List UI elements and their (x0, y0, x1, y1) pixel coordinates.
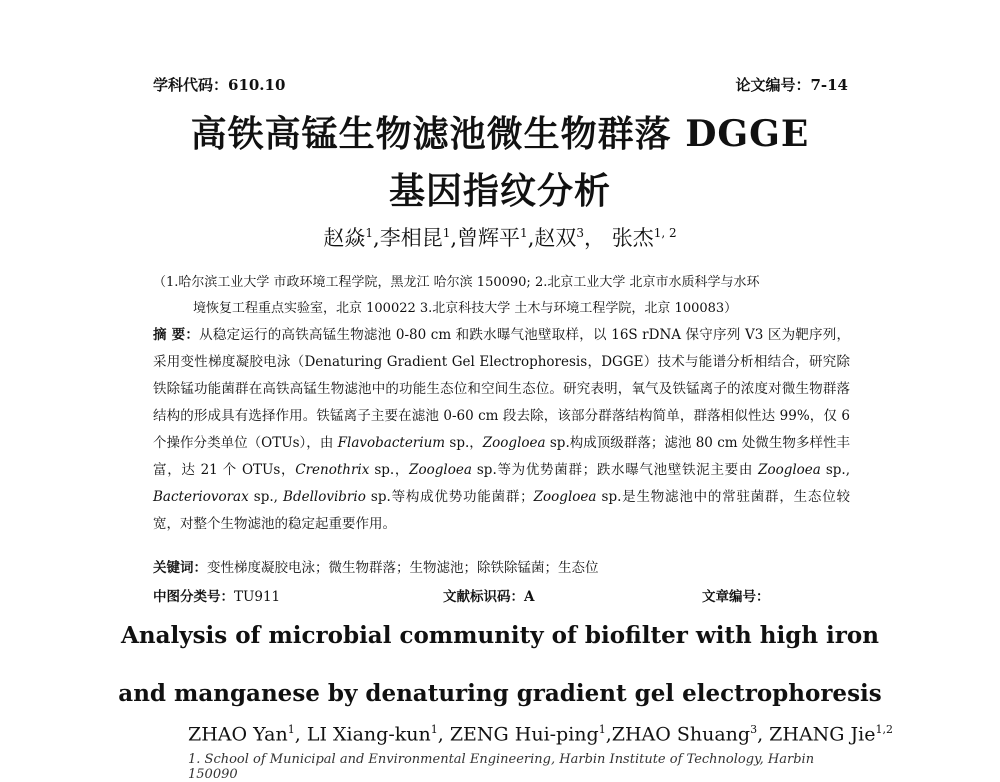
keywords-text: 变性梯度凝胶电泳；微生物群落；生物滤池；除铁除锰菌；生态位 (207, 560, 599, 576)
cut-off-affiliation-line: 1. School of Municipal and Environmental Engineering, Harbin Institute of Technology, Harbin 150090 (188, 752, 815, 782)
species-name: Zoogloea (409, 462, 472, 478)
species-name: Zoogloea (482, 435, 546, 451)
author-en: ZHANG Jie (769, 723, 876, 746)
abstract-text: sp.构成顶级群落；滤池 80 cm 处微生物多样性丰富，达 21 个 OTUs， (153, 435, 851, 478)
author-cn-affiliation: 1, 2 (653, 226, 677, 240)
abstract (153, 322, 850, 538)
abstract-text: sp.， (445, 435, 483, 451)
chinese-title-line-1: 高铁高锰生物滤池微生物群落 DGGE (190, 113, 810, 155)
author-cn: 李相昆 (379, 226, 443, 250)
species-name: Crenothrix (295, 462, 370, 478)
author-en-affiliation: 1 (430, 723, 438, 736)
subject-code: 学科代码：610.10 (153, 76, 286, 94)
clc-label: 中图分类号： (153, 589, 234, 605)
species-name: Bacteriovorax (153, 489, 249, 505)
author-separator: , (757, 723, 770, 746)
affiliation-line-2: 境恢复工程重点实验室，北京 100022 3.北京科技大学 土木与环境工程学院，北京 100083） (193, 301, 738, 316)
english-title-line-2: and manganese by denaturing gradient gel electrophoresis (118, 680, 882, 707)
clc-number (153, 585, 280, 605)
abstract-text: sp.， (369, 462, 410, 478)
abstract-text: sp.是生物滤池中的常驻菌群，生态位较宽，对整个生物滤池的稳定起重要作用。 (153, 489, 850, 532)
author-en: LI Xiang-kun (306, 723, 431, 746)
author-en: ZHAO Shuang (611, 723, 751, 746)
author-cn-affiliation: 3 (576, 226, 585, 240)
abstract-text: sp.等为优势菌群；跌水曝气池壁铁泥主要由 (471, 462, 759, 478)
author-cn-affiliation: 1 (365, 226, 374, 240)
author-cn-affiliation: 1 (520, 226, 528, 240)
author-en: ZENG Hui-ping (449, 723, 599, 746)
species-name: Flavobacterium (337, 435, 446, 451)
species-name: Zoogloea (533, 489, 597, 505)
author-en-affiliation: 1 (287, 723, 295, 736)
chinese-authors: 赵焱$^1$,李相昆$^1$,曾辉平$^1$,赵双$^3$， 张杰$^{1, 2}$ (323, 226, 677, 250)
english-authors (188, 723, 893, 745)
english-title-line-1: Analysis of microbial community of biofilter with high iron (121, 622, 879, 649)
author-cn-affiliation: 1 (442, 226, 451, 240)
abstract-text: sp.等构成优势功能菌群； (365, 489, 534, 505)
abstract-text: 从稳定运行的高铁高锰生物滤池 0-80 cm 和跌水曝气池壁取样，以 16S rDNA 保守序列 V3 区为靶序列，采用变性梯度凝胶电泳（Denaturing Gradient Gel Electrophoresis，DGGE）技术与能谱分析相结合，研究除铁除锰功能菌群在高铁高锰生物滤池中的功能生态位和空间生态位。研究表明，氧气及铁锰离子的浓度对微生物群落结构的形成具有选择作用。铁锰离子主要在滤池 0-60 cm 段去除，该部分群落结构简单，群落相似性达 99%，仅 6 个操作分类单位（OTUs），由 (153, 327, 851, 451)
affiliations (153, 270, 853, 322)
author-separator: , (437, 723, 450, 746)
keywords (153, 556, 599, 576)
species-name: Bdellovibrio (283, 489, 366, 505)
clc-value: TU911 (234, 589, 281, 605)
author-en-affiliation: 3 (750, 723, 758, 736)
keywords-label: 关键词： (153, 560, 207, 576)
author-separator: , (605, 723, 612, 746)
author-en-affiliation: 1 (598, 723, 606, 736)
species-name: Zoogloea (758, 462, 821, 478)
author-cn: 张杰 (611, 226, 654, 250)
doc-code-label: 文献标识码： (443, 589, 524, 605)
author-separator: , (294, 723, 307, 746)
author-cn: 曾辉平 (457, 226, 521, 250)
paper-number: 论文编号：7-14 (735, 76, 848, 94)
author-cn: 赵焱 (323, 226, 366, 250)
author-en-affiliation: 1,2 (875, 723, 893, 736)
abstract-label: 摘 要： (153, 327, 200, 343)
author-cn: 赵双 (534, 226, 577, 250)
article-number-label: 文章编号： (702, 589, 770, 605)
article-number (702, 585, 770, 605)
chinese-title-line-2: 基因指纹分析 (388, 170, 611, 212)
doc-code-value: A (524, 589, 535, 605)
abstract-text: sp., (820, 462, 850, 478)
author-en: ZHAO Yan (188, 723, 288, 746)
document-code (443, 585, 534, 605)
affiliation-line-1: （1.哈尔滨工业大学 市政环境工程学院，黑龙江 哈尔滨 150090; 2.北京工业大学 北京市水质科学与水环 (153, 275, 760, 290)
abstract-text: sp., (248, 489, 284, 505)
